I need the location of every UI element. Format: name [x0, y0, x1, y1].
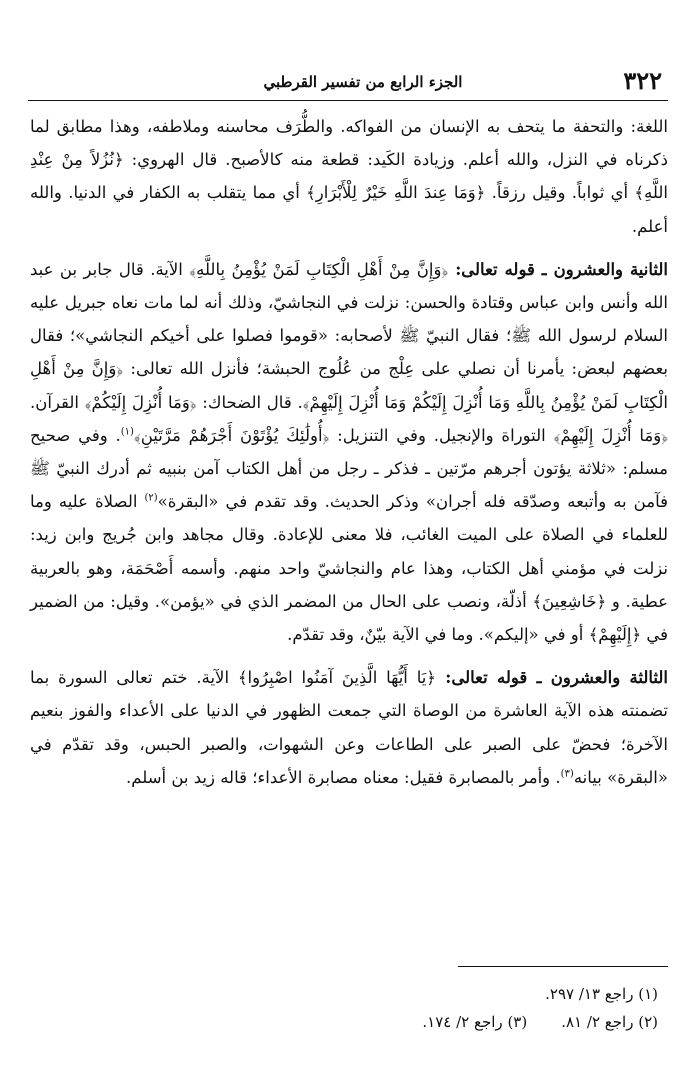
footnote-3: (٣) راجع ٢/ ١٧٤. — [422, 1013, 528, 1031]
quran-verse: ﴿وَمَا عِندَ اللَّهِ خَيْرٌ لِلْأَبْرَارِ﴾ — [306, 183, 486, 203]
body-text: التوراة والإنجيل. وفي التنزيل: — [329, 425, 554, 445]
body-text: القرآن. — [30, 392, 85, 412]
footnote-2: (٢) راجع ٢/ ٨١. — [561, 1013, 658, 1031]
page-body — [30, 110, 668, 794]
body-text: . وفي صحيح مسلم: «ثلاثة يؤتون أجرهم مرّتين ـ فذكر ـ رجل من أهل الكتاب آمن بنبيه ثم أدرك النبيّ ﷺ فآمن به وأتبعه وصدّقه فله أجران» وذكر الحديث. وقد تقدم في «البقرة» — [30, 425, 668, 512]
body-text: اللغة: والتحفة ما يتحف به الإنسان من الفواكه. والطُّرَف محاسنه وملاطفه، وهذا مطابق لما ذكرناه في النزل، والله أعلم. وزيادة الكَيد: قطعة منه كالأصبح. قال الهروي: — [30, 117, 669, 170]
section-heading: الثانية والعشرون ـ قوله تعالى: — [448, 259, 668, 279]
footnote-ref: (٣) — [560, 768, 574, 780]
body-text: أي ثواباً. وقيل رزقاً. — [485, 183, 635, 203]
body-text: . وأمر بالمصابرة فقيل: معناه مصابرة الأعداء؛ قاله زيد بن أسلم. — [126, 767, 561, 787]
body-text: الآية. قال جابر بن عبد الله وأنس وابن عباس وقتادة والحسن: نزلت في النجاشيّ، وذلك أنه لما مات نعاه جبريل عليه السلام لرسول الله ﷺ؛ فقال النبيّ ﷺ لأصحابه: «قوموا فصلوا على أخيكم النجاشي»؛ فقال بعضهم لبعض: يأمرنا أن نصلي على عِلْج من عُلُوج الحبشة؛ فأنزل الله تعالى: — [30, 259, 668, 379]
quran-verse: ﴿يَا أَيُّهَا الَّذِينَ آمَنُوا اصْبِرُوا﴾ — [237, 668, 436, 688]
quran-verse: ﴿وَإِنَّ مِنْ أَهْلِ الْكِتَابِ لَمَنْ يُؤْمِنُ بِاللَّهِ وَمَا أُنْزِلَ إِلَيْكُمْ وَمَا أُنْزِلَ إِلَيْهِمْ﴾ — [30, 359, 668, 412]
footnote-ref: (٢) — [144, 492, 158, 504]
page-header — [28, 66, 668, 101]
paragraph-issue-22 — [30, 253, 668, 651]
body-text: أو في «إليكم». وما في الآية بيّنٌ، وقد تقدّم. — [287, 625, 589, 645]
running-title: الجزء الرابع من تفسير القرطبي — [263, 73, 463, 91]
quran-verse: ﴿وَإِنَّ مِنْ أَهْلِ الْكِتَابِ لَمَنْ يُؤْمِنُ بِاللَّهِ﴾ — [189, 259, 449, 279]
footnotes — [30, 980, 658, 1036]
quran-verse: ﴿وَمَا أُنْزِلَ إِلَيْهِمْ﴾ — [553, 425, 668, 445]
body-text: الآية. ختم تعالى السورة بما تضمنته هذه الآية العاشرة من الوصاة التي جمعت الظهور في الدنيا على الأعداء والفوز بنعيم الآخرة؛ فحضّ على الصبر على الطاعات وعن الشهوات، والصبر الحبس، وقد تقدّم في «البقرة» بيانه — [30, 668, 668, 787]
quran-verse: ﴿نُزُلاً مِنْ عِنْدِ اللَّهِ﴾ — [30, 150, 668, 203]
quran-verse: ﴿إِلَيْهِمْ﴾ — [588, 625, 642, 645]
footnote-divider — [458, 966, 668, 967]
body-text: الصلاة عليه وما للعلماء في الصلاة على الميت الغائب، فلا معنى للإعادة. وقال مجاهد وابن جُريج وابن زيد: نزلت في مؤمني أهل الكتاب، وهذا عام والنجاشيّ واحد منهم. وأسمه أَصْحَمَة، وهو بالعربية عطية. و — [30, 492, 668, 611]
footnote-1: (١) راجع ١٣/ ٢٩٧. — [545, 985, 658, 1003]
paragraph-issue-23 — [30, 661, 668, 794]
paragraph-lexical-note — [30, 110, 668, 243]
body-text: أي مما يتقلب به الكفار في الدنيا. والله أعلم. — [30, 183, 668, 236]
quran-verse: ﴿وَمَا أُنْزِلَ إِلَيْكُمْ﴾ — [84, 392, 197, 412]
body-text: . قال الضحاك: — [196, 392, 303, 412]
quran-verse: ﴿أُولَٰئِكَ يُؤْتَوْنَ أَجْرَهُمْ مَرَّتَيْنِ﴾ — [133, 425, 330, 445]
footnote-line-2 — [30, 1008, 658, 1036]
footnote-ref: (١) — [120, 426, 134, 438]
body-text: أذلّة، ونصب على الحال من المضمر الذي في «يؤمن». وقيل: من الضمير في — [30, 591, 668, 645]
page-number: ٣٢٢ — [623, 66, 662, 95]
section-heading: الثالثة والعشرون ـ قوله تعالى: — [435, 668, 668, 688]
footnote-line-1 — [30, 980, 658, 1008]
quran-verse: ﴿خَاشِعِينَ﴾ — [532, 591, 607, 611]
